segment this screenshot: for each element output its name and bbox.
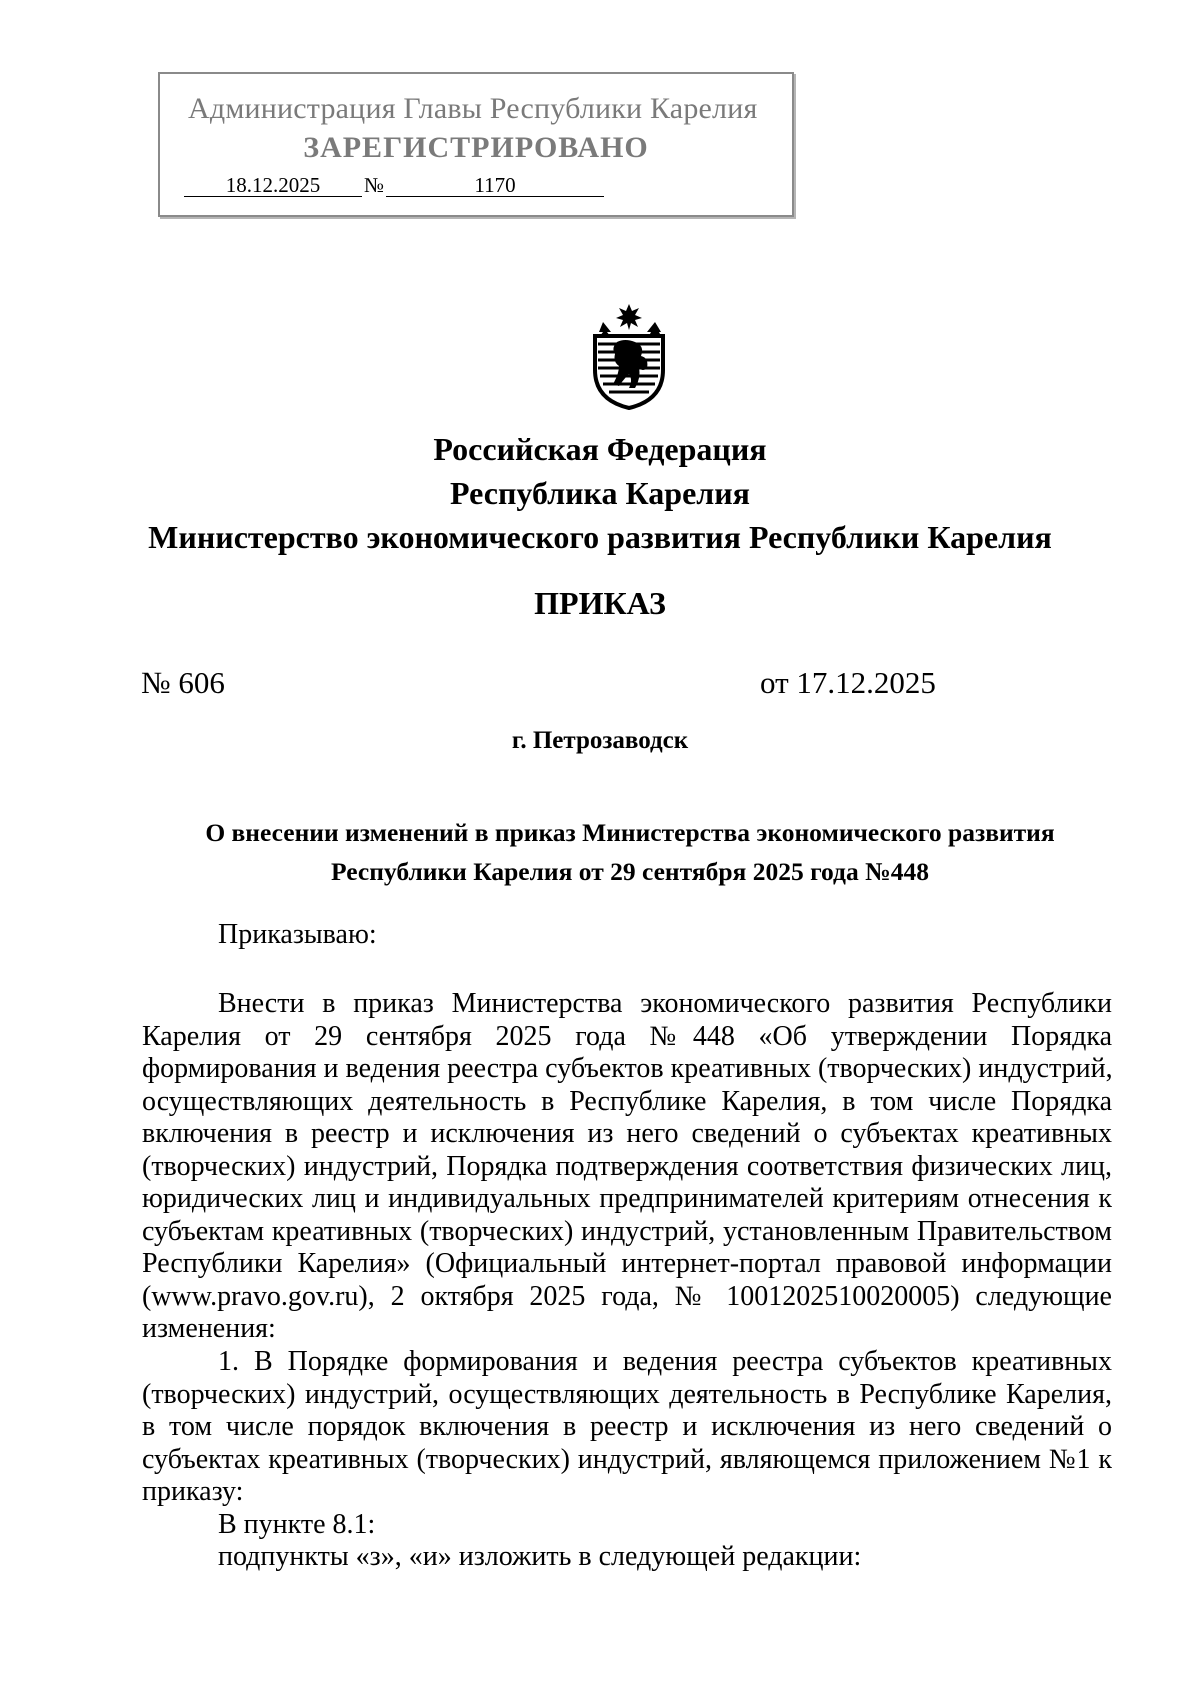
stamp-registration-line <box>184 173 604 198</box>
paragraph-line: юридических лиц и индивидуальных предпринимателей критериям отнесения к <box>142 1183 1112 1214</box>
order-date: от 17.12.2025 <box>760 665 936 700</box>
header-country: Российская Федерация <box>433 431 767 467</box>
paragraph-line: (творческих) индустрий, осуществляющих деятельность в Республике Карелия, <box>142 1378 1112 1410</box>
stamp-number: 1170 <box>386 174 604 197</box>
intro-text: Приказываю: <box>218 919 377 950</box>
order-city: г. Петрозаводск <box>511 727 689 754</box>
paragraph-line: Карелия от 29 сентября 2025 года №448 «Об утверждении Порядка <box>142 1020 1112 1052</box>
paragraph-3: В пункте 8.1: <box>218 1509 376 1540</box>
order-number: № 606 <box>141 665 225 700</box>
paragraph-line: в том числе порядок включения в реестр и исключения из него сведений о <box>142 1411 1112 1442</box>
subject-line: О внесении изменений в приказ Министерства экономического развития <box>205 818 1055 847</box>
order-subject <box>140 813 1120 891</box>
paragraph-1 <box>142 988 1112 1346</box>
paragraph-2 <box>142 1346 1112 1509</box>
paragraph-line: изменения: <box>142 1313 276 1344</box>
paragraph-line: (www.pravo.gov.ru), 2 октября 2025 года, № 1001202510020005) следующие <box>142 1280 1112 1312</box>
paragraph-line: Внести в приказ Министерства экономического развития Республики <box>218 988 1112 1019</box>
paragraph-line: 1. В Порядке формирования и ведения реестра субъектов креативных <box>218 1346 1112 1377</box>
subject-line: Республики Карелия от 29 сентября 2025 года №448 <box>331 857 929 886</box>
document-type: ПРИКАЗ <box>534 585 666 621</box>
paragraph-line: субъектах креативных (творческих) индустрий, являющемся приложением №1 к <box>142 1443 1112 1475</box>
paragraph-line: формирования и ведения реестра субъектов креативных (творческих) индустрий, <box>142 1053 1113 1084</box>
paragraph-line: осуществляющих деятельность в Республике Карелия, в том числе Порядка <box>142 1085 1112 1117</box>
stamp-title: Администрация Главы Республики Карелия <box>188 92 758 125</box>
paragraph-line: приказу: <box>142 1476 244 1507</box>
stamp-date: 18.12.2025 <box>184 174 362 197</box>
paragraph-line: включения в реестр и исключения из него сведений о субъектах креативных <box>142 1118 1112 1149</box>
stamp-status: ЗАРЕГИСТРИРОВАНО <box>303 131 649 164</box>
paragraph-line: субъектам креативных (творческих) индустрий, установленным Правительством <box>142 1215 1112 1247</box>
coat-of-arms-icon <box>589 302 669 412</box>
registration-stamp <box>158 72 794 217</box>
paragraph-line: (творческих) индустрий, Порядка подтверждения соответствия физических лиц, <box>142 1150 1112 1182</box>
paragraph-line: Республики Карелия» (Официальный интернет-портал правовой информации <box>142 1248 1112 1279</box>
paragraph-4: подпункты «з», «и» изложить в следующей редакции: <box>218 1541 862 1572</box>
header-ministry: Министерство экономического развития Республики Карелия <box>148 519 1052 555</box>
header-republic: Республика Карелия <box>450 475 750 511</box>
stamp-number-label: № <box>364 173 385 197</box>
